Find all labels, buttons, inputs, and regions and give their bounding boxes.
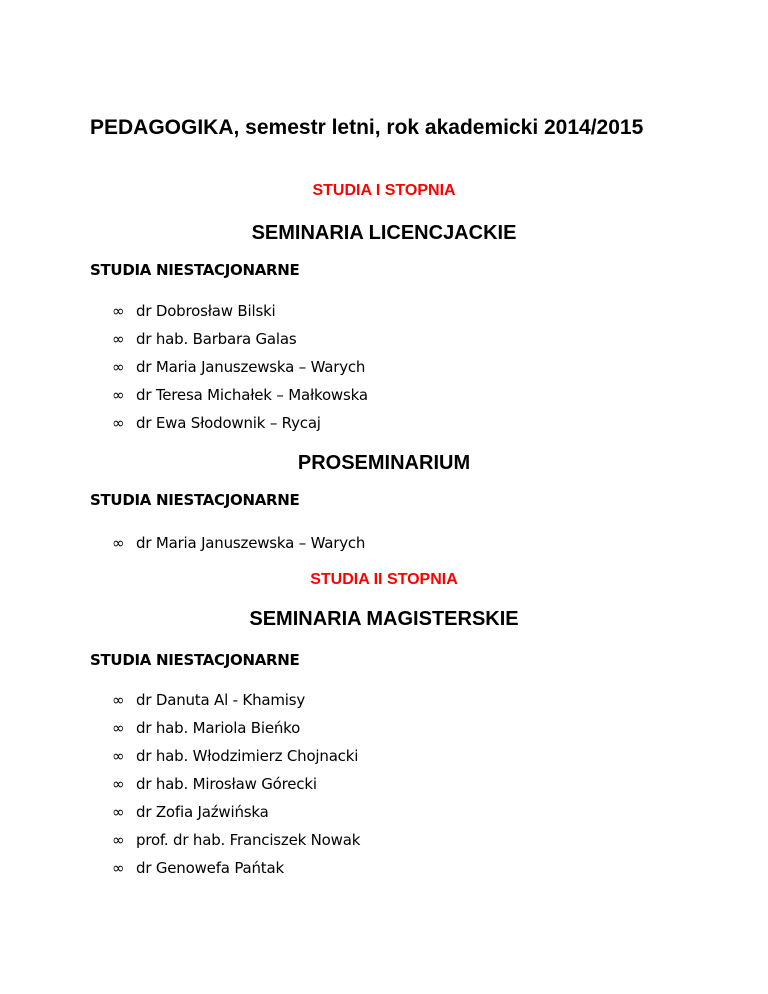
proseminar-list — [112, 529, 365, 557]
seminars-magisterskie-heading: SEMINARIA MAGISTERSKIE — [249, 608, 519, 630]
list-item — [112, 798, 360, 826]
level1-heading: STUDIA I STOPNIA — [312, 182, 456, 199]
infinity-bullet-icon: ∞ — [112, 691, 125, 709]
list-item — [112, 742, 360, 770]
list-item — [112, 529, 365, 557]
infinity-bullet-icon: ∞ — [112, 534, 125, 552]
infinity-bullet-icon: ∞ — [112, 747, 125, 765]
list-item — [112, 826, 360, 854]
list-item-label: dr Genowefa Pańtak — [136, 859, 284, 877]
list-item — [112, 325, 368, 353]
list-item-label: dr hab. Mirosław Górecki — [136, 775, 317, 793]
infinity-bullet-icon: ∞ — [112, 386, 125, 404]
proseminarium-heading: PROSEMINARIUM — [297, 452, 471, 474]
level1-seminars-list — [112, 297, 368, 437]
level2-heading: STUDIA II STOPNIA — [310, 571, 458, 588]
infinity-bullet-icon: ∞ — [112, 719, 125, 737]
list-item-label: dr Maria Januszewska – Warych — [136, 534, 366, 552]
level1-proseminar-mode: STUDIA NIESTACJONARNE — [90, 491, 300, 509]
infinity-bullet-icon: ∞ — [112, 358, 125, 376]
level2-seminars-mode: STUDIA NIESTACJONARNE — [90, 651, 300, 669]
list-item — [112, 297, 368, 325]
list-item — [112, 409, 368, 437]
list-item-label: dr Maria Januszewska – Warych — [136, 358, 366, 376]
list-item-label: dr Zofia Jaźwińska — [136, 803, 269, 821]
list-item-label: dr Ewa Słodownik – Rycaj — [136, 414, 321, 432]
list-item-label: dr hab. Włodzimierz Chojnacki — [136, 747, 359, 765]
document-title: PEDAGOGIKA, semestr letni, rok akademicki 2014/2015 — [90, 116, 644, 139]
list-item-label: dr hab. Barbara Galas — [136, 330, 297, 348]
infinity-bullet-icon: ∞ — [112, 831, 125, 849]
list-item-label: dr Danuta Al - Khamisy — [136, 691, 306, 709]
list-item-label: dr hab. Mariola Bieńko — [136, 719, 301, 737]
list-item-label: prof. dr hab. Franciszek Nowak — [136, 831, 361, 849]
list-item — [112, 381, 368, 409]
list-item — [112, 714, 360, 742]
infinity-bullet-icon: ∞ — [112, 859, 125, 877]
list-item — [112, 854, 360, 882]
level1-seminars-mode: STUDIA NIESTACJONARNE — [90, 261, 300, 279]
list-item — [112, 353, 368, 381]
level2-seminars-list — [112, 686, 360, 882]
list-item-label: dr Teresa Michałek – Małkowska — [136, 386, 368, 404]
infinity-bullet-icon: ∞ — [112, 803, 125, 821]
list-item — [112, 770, 360, 798]
infinity-bullet-icon: ∞ — [112, 414, 125, 432]
list-item — [112, 686, 360, 714]
infinity-bullet-icon: ∞ — [112, 775, 125, 793]
list-item-label: dr Dobrosław Bilski — [136, 302, 276, 320]
infinity-bullet-icon: ∞ — [112, 330, 125, 348]
infinity-bullet-icon: ∞ — [112, 302, 125, 320]
seminars-licencjackie-heading: SEMINARIA LICENCJACKIE — [251, 222, 517, 244]
